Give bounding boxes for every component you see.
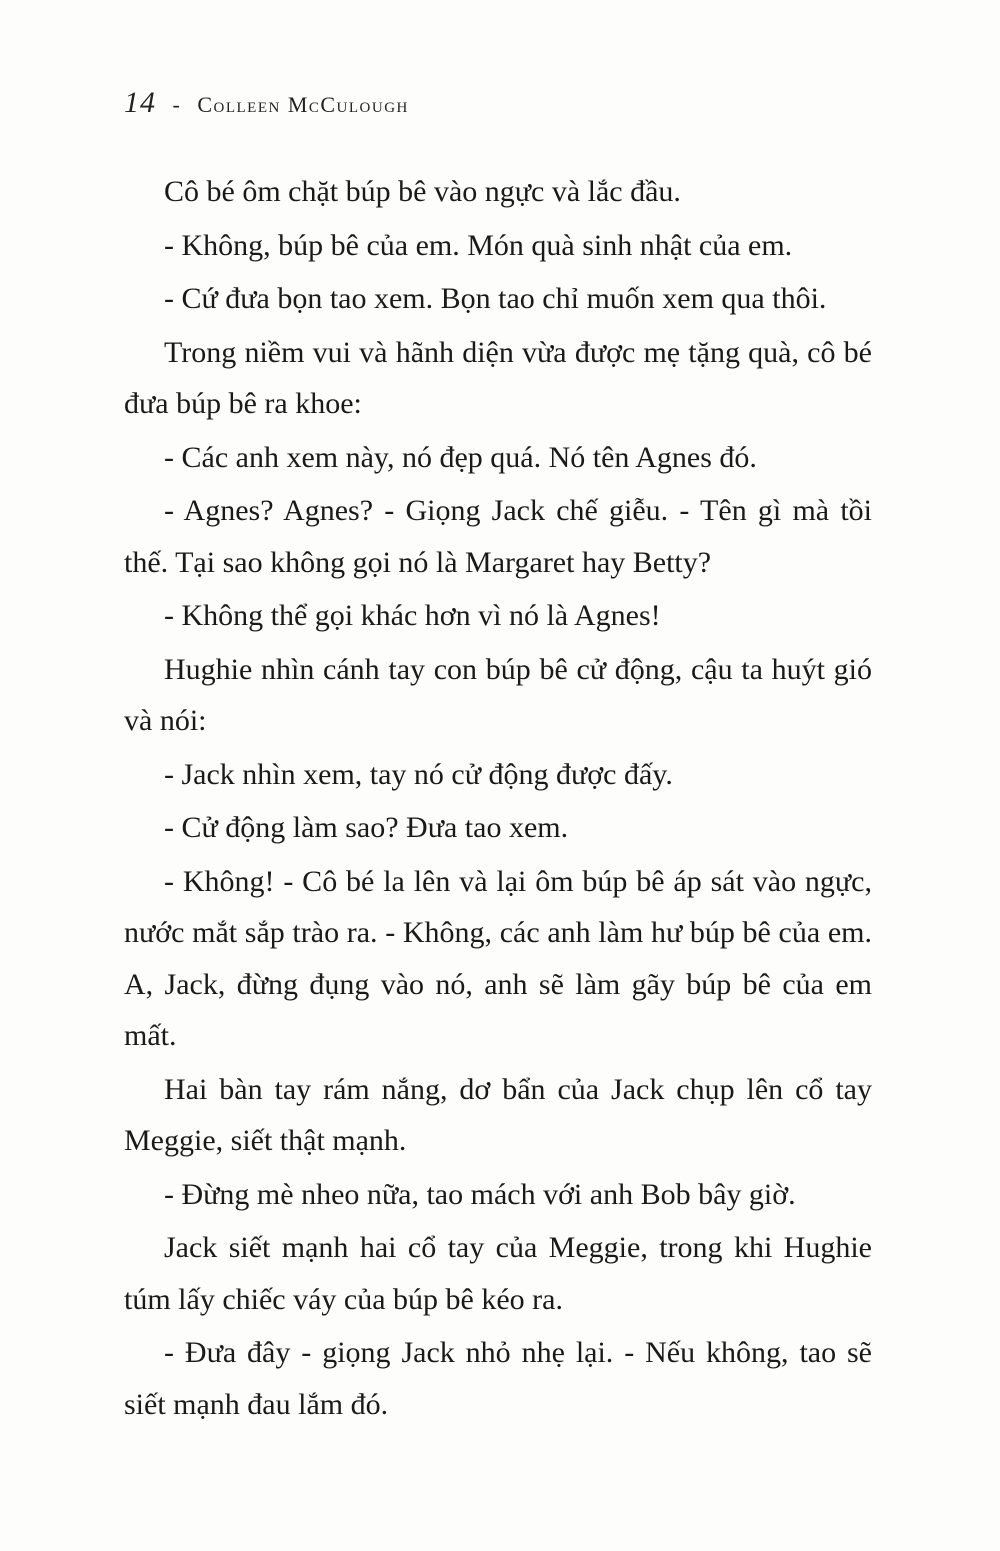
- paragraph: - Không thể gọi khác hơn vì nó là Agnes!: [164, 599, 661, 632]
- page-body: [124, 166, 872, 1432]
- paragraph: - Không! - Cô bé la lên và lại ôm búp bê áp sát vào ngực, nước mắt sắp trào ra. - Không, các anh làm hư búp bê của em. A, Jack, đừng đụng vào nó, anh sẽ làm gãy búp bê của em mất.: [124, 864, 872, 1052]
- paragraph: - Agnes? Agnes? - Giọng Jack chế giễu. - Tên gì mà tồi thế. Tại sao không gọi nó là Margaret hay Betty?: [124, 494, 872, 579]
- paragraph: - Cứ đưa bọn tao xem. Bọn tao chỉ muốn xem qua thôi.: [164, 282, 827, 315]
- paragraph: - Không, búp bê của em. Món quà sinh nhật của em.: [164, 228, 793, 262]
- paragraph: - Đừng mè nheo nữa, tao mách với anh Bob bây giờ.: [164, 1177, 796, 1211]
- page-number: 14: [124, 86, 156, 119]
- paragraph: Trong niềm vui và hãnh diện vừa được mẹ tặng quà, cô bé đưa búp bê ra khoe:: [124, 335, 872, 420]
- paragraph: - Jack nhìn xem, tay nó cử động được đấy.: [164, 757, 673, 791]
- paragraph: Hughie nhìn cánh tay con búp bê cử động, cậu ta huýt gió và nói:: [124, 652, 872, 737]
- header-separator: -: [172, 92, 181, 117]
- paragraph: - Cử động làm sao? Đưa tao xem.: [164, 811, 569, 844]
- paragraph: - Các anh xem này, nó đẹp quá. Nó tên Agnes đó.: [164, 440, 757, 474]
- paragraph: Cô bé ôm chặt búp bê vào ngực và lắc đầu.: [164, 175, 681, 208]
- paragraph: - Đưa đây - giọng Jack nhỏ nhẹ lại. - Nếu không, tao sẽ siết mạnh đau lắm đó.: [124, 1336, 872, 1421]
- running-header: [124, 86, 409, 120]
- author-name: Colleen McCulough: [197, 92, 409, 117]
- paragraph: Jack siết mạnh hai cổ tay của Meggie, trong khi Hughie túm lấy chiếc váy của búp bê kéo ra.: [124, 1231, 872, 1316]
- paragraph: Hai bàn tay rám nắng, dơ bẩn của Jack chụp lên cổ tay Meggie, siết thật mạnh.: [124, 1072, 872, 1157]
